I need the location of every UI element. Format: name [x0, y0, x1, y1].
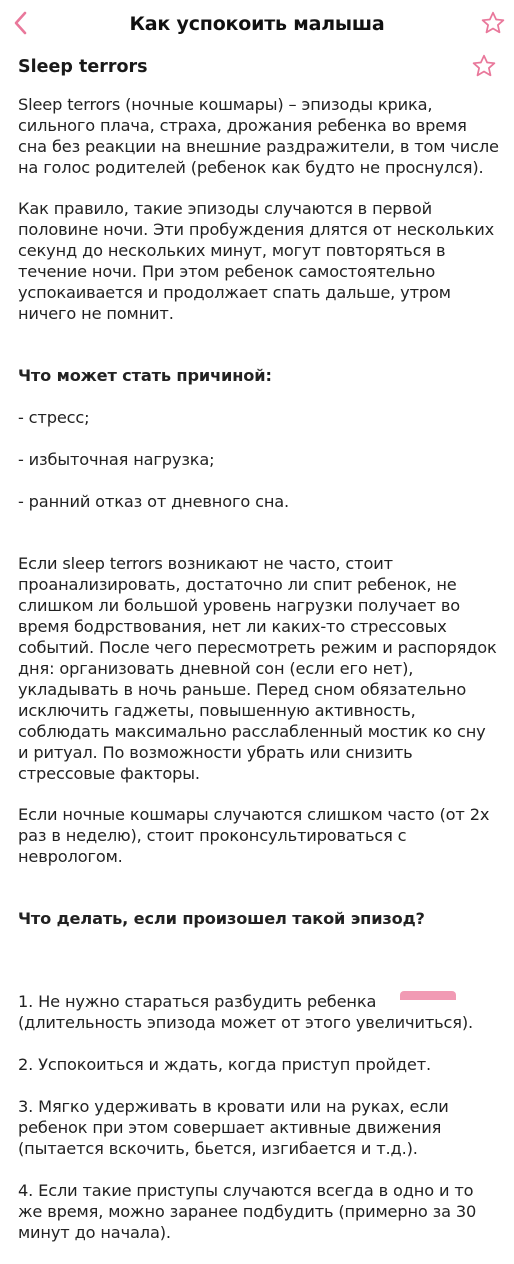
- article-paragraph: Если sleep terrors возникают не часто, стоит проанализировать, достаточно ли спит ребенок, не слишком ли большой уровень нагрузки получает во время бодрствования, нет ли каких-то стрессовых событий. После чего пересмотреть режим и распорядок дня: организовать дневной сон (если его нет), укладывать в ночь раньше. Перед сном обязательно исключить гаджеты, повышенную активность, соблюдать максимально расслабленный мостик ко сну и ритуал. По возможности убрать или снизить стрессовые факторы.: [18, 554, 497, 783]
- list-item: 3. Мягко удерживать в кровати или на руках, если ребенок при этом совершает активные движения (пытается вскочить, бьется, изгибается и т.д.).: [18, 1097, 449, 1158]
- article-body: [18, 94, 500, 1264]
- section-favorite-button[interactable]: [470, 54, 498, 82]
- article-paragraph: Как правило, такие эпизоды случаются в первой половине ночи. Эти пробуждения длятся от нескольких секунд до нескольких минут, могут повторяться в течение ночи. При этом ребенок самостоятельно успокаивается и продолжает спать дальше, утром ничего не помнит.: [18, 199, 494, 323]
- page-title: Как успокоить малыша: [129, 13, 385, 35]
- section-title: Sleep terrors: [18, 57, 148, 77]
- list-item: 2. Успокоиться и ждать, когда приступ пройдет.: [18, 1055, 431, 1074]
- app-header: [0, 0, 514, 50]
- steps-block: [18, 970, 500, 1264]
- action-heading-block: [18, 887, 500, 950]
- action-heading: Что делать, если произошел такой эпизод?: [18, 909, 425, 928]
- section-header: [18, 56, 496, 80]
- favorite-button[interactable]: [478, 10, 508, 40]
- star-outline-icon: [471, 53, 497, 83]
- list-item: 4. Если такие приступы случаются всегда в одно и то же время, можно заранее подбудить (примерно за 30 минут до начала).: [18, 1181, 477, 1242]
- list-item: - избыточная нагрузка;: [18, 450, 215, 469]
- causes-heading: Что может стать причиной:: [18, 366, 272, 385]
- star-outline-icon: [480, 10, 506, 40]
- article-paragraph: Если ночные кошмары случаются слишком часто (от 2х раз в неделю), стоит проконсультироваться с неврологом.: [18, 805, 490, 866]
- causes-block: [18, 344, 500, 533]
- article-paragraph: Sleep terrors (ночные кошмары) – эпизоды крика, сильного плача, страха, дрожания ребенка во время сна без реакции на внешние раздражители, в том числе на голос родителей (ребенок как будто не проснулся).: [18, 95, 499, 177]
- list-item: - ранний отказ от дневного сна.: [18, 492, 290, 511]
- list-item: - стресс;: [18, 408, 90, 427]
- list-item: 1. Не нужно стараться разбудить ребенка (длительность эпизода может от этого увеличиться).: [18, 992, 473, 1032]
- bottom-action-tab[interactable]: [400, 991, 456, 1000]
